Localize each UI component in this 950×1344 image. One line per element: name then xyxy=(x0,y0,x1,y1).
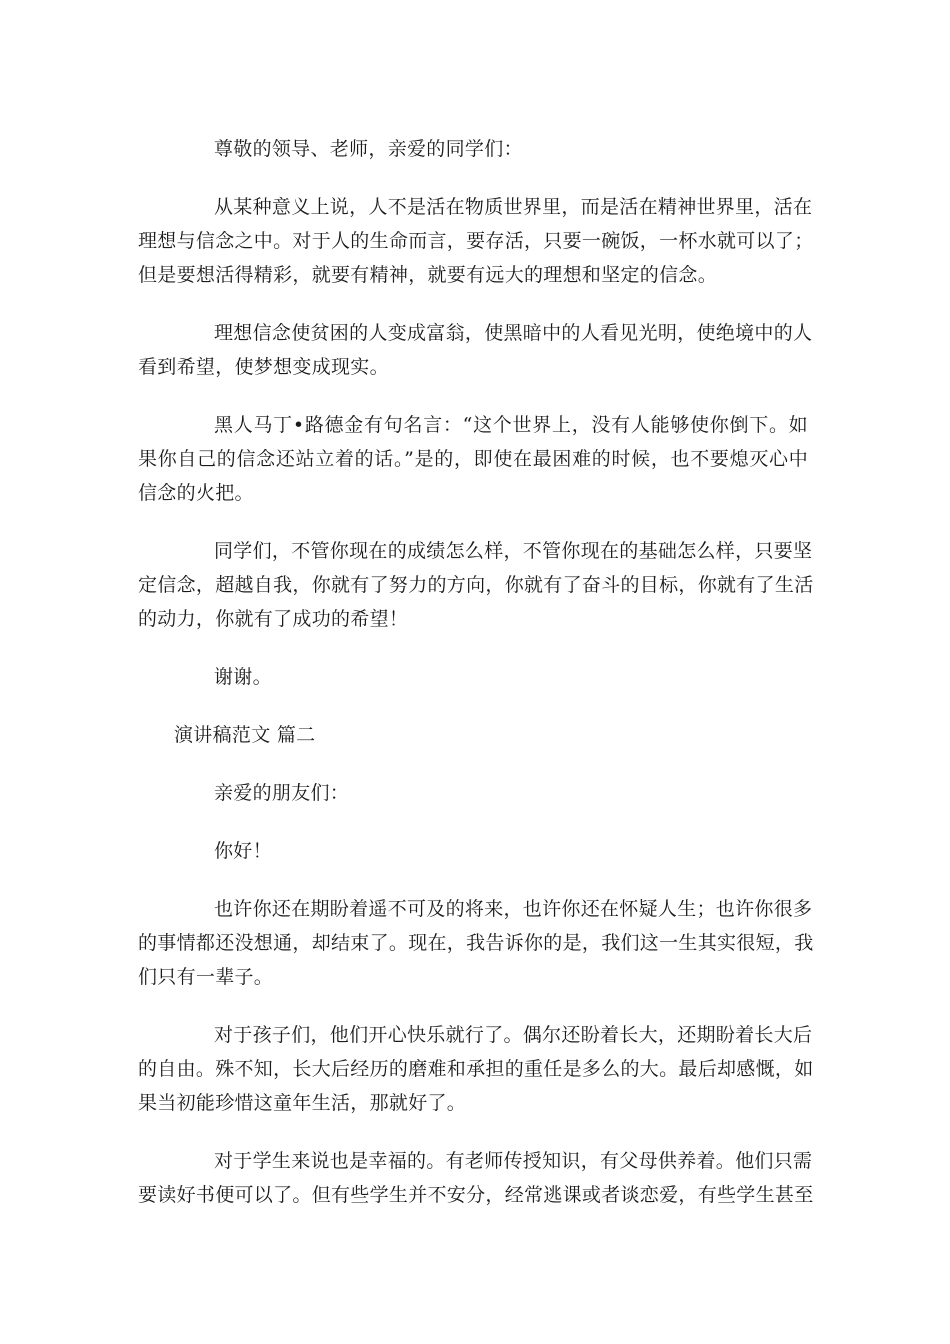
text-line: 对于学生来说也是幸福的。有老师传授知识，有父母供养着。他们只需 xyxy=(214,1150,813,1172)
text-line: 演讲稿范文 篇二 xyxy=(174,724,316,746)
text-line: 的动力，你就有了成功的希望！ xyxy=(138,608,409,630)
text-line: 看到希望，使梦想变成现实。 xyxy=(138,356,389,378)
text-line: 定信念，超越自我，你就有了努力的方向，你就有了奋斗的目标，你就有了生活 xyxy=(138,574,814,596)
salutation xyxy=(138,776,808,810)
text-line: 对于孩子们，他们开心快乐就行了。偶尔还盼着长大，还期盼着长大后 xyxy=(214,1024,813,1046)
text-line: 们只有一辈子。 xyxy=(138,966,274,988)
paragraph xyxy=(138,190,814,292)
text-line: 黑人马丁•路德金有句名言：“这个世界上，没有人能够使你倒下。如 xyxy=(214,414,808,436)
text-line: 信念的火把。 xyxy=(138,482,254,504)
section-heading xyxy=(138,718,808,752)
paragraph xyxy=(138,534,814,636)
text-line: 尊敬的领导、老师，亲爱的同学们： xyxy=(214,138,523,160)
text-line: 亲爱的朋友们： xyxy=(214,782,350,804)
text-line: 理想信念使贫困的人变成富翁，使黑暗中的人看见光明，使绝境中的人 xyxy=(214,322,813,344)
text-line: 的事情都还没想通，却结束了。现在，我告诉你的是，我们这一生其实很短，我 xyxy=(138,932,814,954)
paragraph xyxy=(138,316,813,384)
document-body xyxy=(138,132,814,1236)
salutation xyxy=(138,132,808,166)
text-line: 你好！ xyxy=(214,840,272,862)
closing xyxy=(138,660,808,694)
paragraph xyxy=(138,1018,814,1120)
text-line: 也许你还在期盼着遥不可及的将来，也许你还在怀疑人生；也许你很多 xyxy=(214,898,813,920)
text-line: 要读好书便可以了。但有些学生并不安分，经常逃课或者谈恋爱，有些学生甚至 xyxy=(138,1184,814,1206)
paragraph xyxy=(138,408,808,510)
text-line: 谢谢。 xyxy=(214,666,272,688)
text-line: 同学们，不管你现在的成绩怎么样，不管你现在的基础怎么样，只要坚 xyxy=(214,540,813,562)
text-line: 果你自己的信念还站立着的话。”是的，即使在最困难的时候，也不要熄灭心中 xyxy=(138,448,808,470)
paragraph xyxy=(138,1144,814,1212)
greeting xyxy=(138,834,808,868)
paragraph xyxy=(138,892,814,994)
text-line: 果当初能珍惜这童年生活，那就好了。 xyxy=(138,1092,467,1114)
text-line: 理想与信念之中。对于人的生命而言，要存活，只要一碗饭，一杯水就可以了； xyxy=(138,230,814,252)
text-line: 从某种意义上说，人不是活在物质世界里，而是活在精神世界里，活在 xyxy=(214,196,813,218)
text-line: 的自由。殊不知，长大后经历的磨难和承担的重任是多么的大。最后却感慨，如 xyxy=(138,1058,814,1080)
text-line: 但是要想活得精彩，就要有精神，就要有远大的理想和坚定的信念。 xyxy=(138,264,718,286)
